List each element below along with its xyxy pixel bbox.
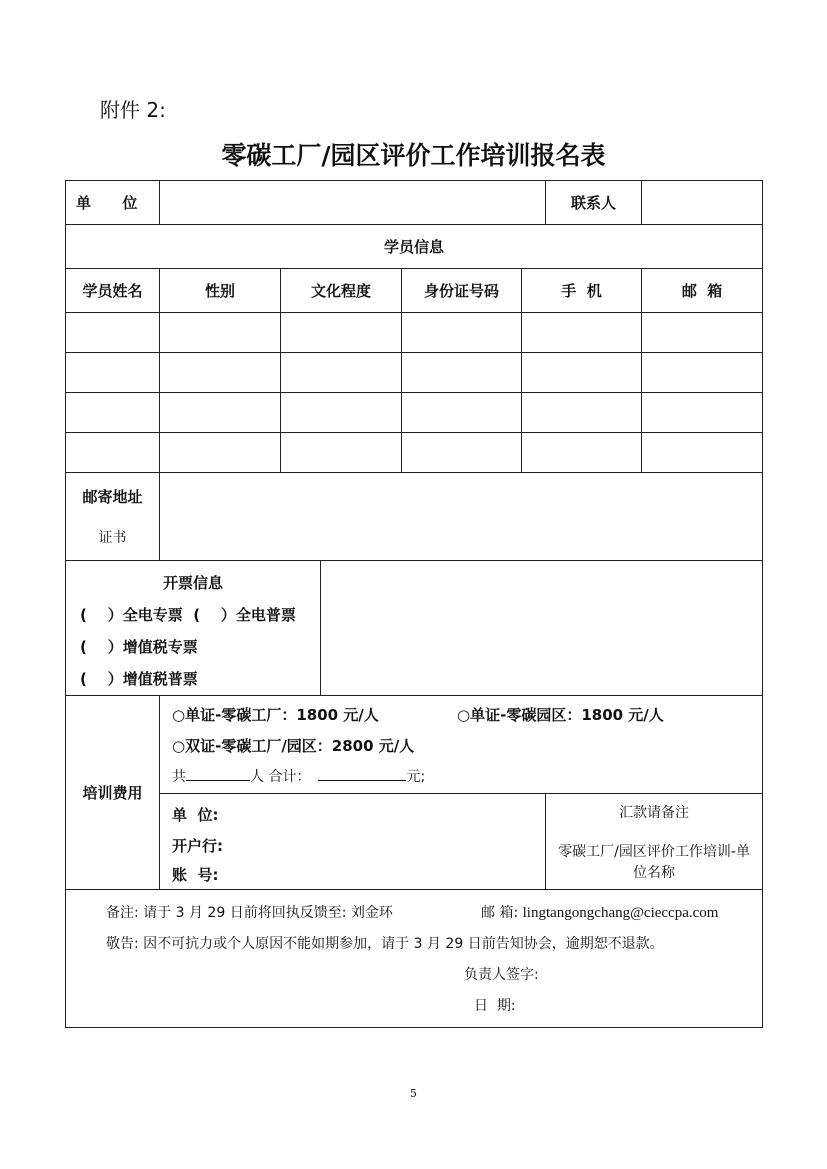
student-phone-cell[interactable] bbox=[522, 433, 642, 473]
page-number: 5 bbox=[410, 1087, 417, 1100]
fee-options-row bbox=[160, 700, 762, 731]
student-gender-cell[interactable] bbox=[160, 353, 281, 393]
training-fee-label: 培训费用 bbox=[66, 696, 160, 890]
table-row bbox=[66, 353, 763, 393]
student-id-cell[interactable] bbox=[402, 313, 522, 353]
student-name-cell[interactable] bbox=[66, 313, 160, 353]
student-education-cell[interactable] bbox=[281, 393, 402, 433]
fee-total-suffix: 元; bbox=[406, 769, 426, 785]
date-label[interactable]: 日 期: bbox=[474, 998, 516, 1014]
remittance-note-content: 零碳工厂/园区评价工作培训-单位名称 bbox=[558, 844, 750, 881]
student-phone-cell[interactable] bbox=[522, 353, 642, 393]
fee-total-people: 人 合计： bbox=[250, 769, 311, 785]
unit-input-cell[interactable] bbox=[160, 181, 546, 225]
col-header-name: 学员姓名 bbox=[66, 269, 160, 313]
student-education-cell[interactable] bbox=[281, 353, 402, 393]
student-id-cell[interactable] bbox=[402, 353, 522, 393]
bank-name-label: 开户行: bbox=[172, 837, 223, 855]
student-info-title: 学员信息 bbox=[66, 225, 763, 269]
col-header-email: 邮 箱 bbox=[642, 269, 763, 313]
student-email-cell[interactable] bbox=[642, 353, 763, 393]
student-email-cell[interactable] bbox=[642, 313, 763, 353]
contact-input-cell[interactable] bbox=[642, 181, 763, 225]
mailing-address-label: 邮寄地址 bbox=[82, 488, 143, 506]
attachment-label: 附件 2: bbox=[100, 98, 166, 122]
bank-account-label: 账 号: bbox=[172, 866, 219, 884]
people-count-blank[interactable] bbox=[186, 766, 250, 781]
certificate-label: 证书 bbox=[98, 530, 127, 546]
student-id-cell[interactable] bbox=[402, 433, 522, 473]
email-contact bbox=[481, 898, 718, 929]
student-name-cell[interactable] bbox=[66, 433, 160, 473]
fee-options-cell bbox=[160, 696, 763, 794]
student-education-cell[interactable] bbox=[281, 313, 402, 353]
fee-option-single-factory[interactable]: ○单证-零碳工厂：1800 元/人 bbox=[172, 706, 379, 724]
student-id-cell[interactable] bbox=[402, 393, 522, 433]
table-row bbox=[66, 313, 763, 353]
student-email-cell[interactable] bbox=[642, 393, 763, 433]
remittance-note-cell bbox=[546, 794, 763, 890]
registration-form-table bbox=[65, 180, 763, 1028]
invoice-option-electronic[interactable]: ( ）全电专票 ( ）全电普票 bbox=[80, 606, 296, 624]
email-address[interactable]: lingtangongchang@cieccpa.com bbox=[522, 905, 719, 921]
invoice-details-input-cell[interactable] bbox=[321, 561, 763, 696]
student-email-cell[interactable] bbox=[642, 433, 763, 473]
warning-text: 敬告: 因不可抗力或个人原因不能如期参加，请于 3 月 29 日前告知协会，逾期恕不退款。 bbox=[106, 936, 664, 952]
invoice-option-vat-special[interactable]: ( ）增值税专票 bbox=[80, 638, 198, 656]
unit-label: 单 位 bbox=[66, 181, 160, 225]
remittance-note-title: 汇款请备注 bbox=[619, 805, 690, 821]
student-gender-cell[interactable] bbox=[160, 433, 281, 473]
col-header-id-number: 身份证号码 bbox=[402, 269, 522, 313]
fee-total-prefix: 共 bbox=[172, 769, 186, 785]
col-header-gender: 性别 bbox=[160, 269, 281, 313]
mailing-address-label-cell bbox=[66, 473, 160, 561]
mailing-address-input-cell[interactable] bbox=[160, 473, 763, 561]
remark-text: 备注: 请于 3 月 29 日前将回执反馈至: 刘金环 bbox=[106, 905, 393, 921]
student-education-cell[interactable] bbox=[281, 433, 402, 473]
bank-unit-label: 单 位: bbox=[172, 806, 219, 824]
fee-option-double[interactable]: ○双证-零碳工厂/园区：2800 元/人 bbox=[172, 737, 415, 755]
student-gender-cell[interactable] bbox=[160, 313, 281, 353]
table-row bbox=[66, 433, 763, 473]
student-phone-cell[interactable] bbox=[522, 393, 642, 433]
total-amount-blank[interactable] bbox=[318, 766, 406, 781]
remark-line bbox=[66, 898, 762, 929]
fee-option-single-park[interactable]: ○单证-零碳园区：1800 元/人 bbox=[457, 706, 664, 724]
notes-cell bbox=[66, 890, 763, 1028]
table-row bbox=[66, 393, 763, 433]
invoice-option-vat-normal[interactable]: ( ）增值税普票 bbox=[80, 670, 198, 688]
student-name-cell[interactable] bbox=[66, 353, 160, 393]
invoice-info-cell bbox=[66, 561, 321, 696]
contact-label: 联系人 bbox=[546, 181, 642, 225]
student-phone-cell[interactable] bbox=[522, 313, 642, 353]
invoice-info-title: 开票信息 bbox=[162, 574, 223, 592]
email-label: 邮 箱: bbox=[481, 905, 523, 921]
col-header-education: 文化程度 bbox=[281, 269, 402, 313]
student-gender-cell[interactable] bbox=[160, 393, 281, 433]
form-title: 零碳工厂/园区评价工作培训报名表 bbox=[221, 141, 606, 170]
bank-info-cell bbox=[160, 794, 546, 890]
student-name-cell[interactable] bbox=[66, 393, 160, 433]
fee-total-line bbox=[160, 762, 762, 793]
signature-label[interactable]: 负责人签字: bbox=[464, 967, 539, 983]
col-header-phone: 手 机 bbox=[522, 269, 642, 313]
